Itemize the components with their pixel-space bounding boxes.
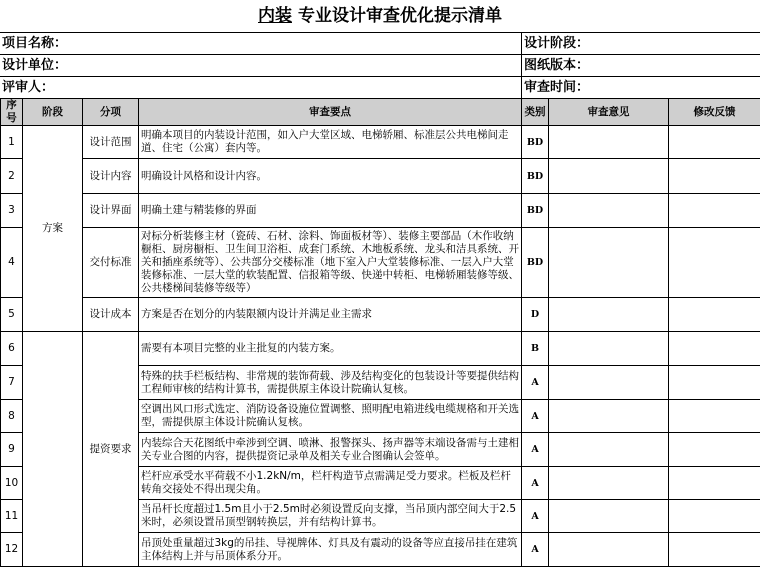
review-table — [0, 98, 760, 567]
row-no: 6 — [1, 332, 23, 366]
stage-cell-plan: 方案 — [23, 126, 83, 332]
row-category: A — [522, 433, 549, 467]
row-opinion-cell[interactable] — [549, 126, 669, 159]
table-row — [1, 126, 760, 159]
row-category: A — [522, 400, 549, 433]
row-category: A — [522, 467, 549, 500]
row-opinion-cell[interactable] — [549, 194, 669, 228]
row-feedback-cell[interactable] — [669, 332, 760, 366]
row-feedback-cell[interactable] — [669, 467, 760, 500]
table-row — [1, 228, 760, 298]
row-no: 9 — [1, 433, 23, 467]
header-item: 分项 — [83, 99, 139, 126]
row-category: BD — [522, 126, 549, 159]
design-stage-field[interactable]: 设计阶段： — [524, 36, 590, 51]
row-category: A — [522, 500, 549, 533]
row-no: 1 — [1, 126, 23, 159]
meta-row-1 — [0, 33, 760, 54]
design-unit-field[interactable]: 设计单位： — [0, 55, 522, 76]
row-requirement: 方案是否在划分的内装限额内设计并满足业主需求 — [139, 298, 522, 332]
row-requirement: 需要有本项目完整的业主批复的内装方案。 — [139, 332, 522, 366]
title-underlined: 内装 — [258, 6, 292, 26]
row-requirement: 明确本项目的内装设计范围，如入户大堂区域、电梯轿厢、标准层公共电梯间走道、住宅（公寓）套内等。 — [139, 126, 522, 159]
stage-cell-empty — [23, 332, 83, 567]
row-opinion-cell[interactable] — [549, 159, 669, 194]
table-row — [1, 332, 760, 366]
row-item: 设计成本 — [83, 298, 139, 332]
row-requirement: 内装综合天花图纸中牵涉到空调、喷淋、报警探头、扬声器等末端设备需与土建相关专业合图的内容，提供提资记录单及相关专业合图确认会签单。 — [139, 433, 522, 467]
header-points: 审查要点 — [139, 99, 522, 126]
row-opinion-cell[interactable] — [549, 228, 669, 298]
row-no: 11 — [1, 500, 23, 533]
row-no: 12 — [1, 533, 23, 567]
row-category: B — [522, 332, 549, 366]
row-requirement: 明确设计风格和设计内容。 — [139, 159, 522, 194]
row-item: 设计范围 — [83, 126, 139, 159]
row-opinion-cell[interactable] — [549, 533, 669, 567]
header-no: 序号 — [1, 99, 23, 126]
row-item: 交付标准 — [83, 228, 139, 298]
row-requirement: 吊顶处重量超过3kg的吊挂、导视牌体、灯具及有震动的设备等应直接吊挂在建筑主体结构上并与吊顶体系分开。 — [139, 533, 522, 567]
table-row — [1, 194, 760, 228]
header-category: 类别 — [522, 99, 549, 126]
item-cell-invest: 提资要求 — [83, 332, 139, 567]
row-feedback-cell[interactable] — [669, 126, 760, 159]
drawing-version-field[interactable]: 图纸版本： — [524, 58, 590, 73]
row-category: BD — [522, 159, 549, 194]
row-requirement: 当吊杆长度超过1.5m且小于2.5m时必须设置反向支撑，当吊顶内部空间大于2.5米时，必须设置吊顶型钢转换层，并有结构计算书。 — [139, 500, 522, 533]
row-feedback-cell[interactable] — [669, 366, 760, 400]
row-feedback-cell[interactable] — [669, 298, 760, 332]
project-name-field[interactable]: 项目名称： — [0, 33, 522, 54]
row-opinion-cell[interactable] — [549, 467, 669, 500]
header-feedback: 修改反馈 — [669, 99, 760, 126]
row-feedback-cell[interactable] — [669, 500, 760, 533]
table-row — [1, 159, 760, 194]
row-no: 7 — [1, 366, 23, 400]
meta-row-3 — [0, 77, 760, 98]
row-category: BD — [522, 228, 549, 298]
row-feedback-cell[interactable] — [669, 533, 760, 567]
row-requirement: 栏杆应承受水平荷载不小1.2kN/m，栏杆构造节点需满足受力要求。栏板及栏杆转角交接处不得出现尖角。 — [139, 467, 522, 500]
row-feedback-cell[interactable] — [669, 159, 760, 194]
header-stage: 阶段 — [23, 99, 83, 126]
reviewer-field[interactable]: 评审人： — [0, 77, 522, 98]
row-opinion-cell[interactable] — [549, 332, 669, 366]
row-opinion-cell[interactable] — [549, 400, 669, 433]
row-opinion-cell[interactable] — [549, 433, 669, 467]
row-no: 5 — [1, 298, 23, 332]
row-requirement: 空调出风口形式选定、消防设备设施位置调整、照明配电箱进线电缆规格和开关选型，需提供原主体设计院确认复核。 — [139, 400, 522, 433]
row-feedback-cell[interactable] — [669, 433, 760, 467]
row-feedback-cell[interactable] — [669, 194, 760, 228]
row-item: 设计内容 — [83, 159, 139, 194]
row-category: A — [522, 533, 549, 567]
row-no: 3 — [1, 194, 23, 228]
review-time-field[interactable]: 审查时间： — [524, 80, 590, 95]
row-category: D — [522, 298, 549, 332]
header-opinion: 审查意见 — [549, 99, 669, 126]
row-requirement: 明确土建与精装修的界面 — [139, 194, 522, 228]
row-feedback-cell[interactable] — [669, 228, 760, 298]
meta-row-2 — [0, 55, 760, 76]
row-category: BD — [522, 194, 549, 228]
row-no: 10 — [1, 467, 23, 500]
row-item: 设计界面 — [83, 194, 139, 228]
row-no: 2 — [1, 159, 23, 194]
table-header-row — [1, 99, 760, 126]
row-no: 4 — [1, 228, 23, 298]
page-title — [0, 0, 760, 32]
row-category: A — [522, 366, 549, 400]
row-requirement: 特殊的扶手栏板结构、非常规的装饰荷载、涉及结构变化的包装设计等要提供结构工程师审核的结构计算书，需提供原主体设计院确认复核。 — [139, 366, 522, 400]
table-row — [1, 298, 760, 332]
row-requirement: 对标分析装修主材（瓷砖、石材、涂料、饰面板材等）、装修主要部品（木作收纳橱柜、厨房橱柜、卫生间卫浴柜、成套门系统、木地板系统、龙头和洁具系统、开关和插座系统等）、公共部分交楼标准（地下室入户大堂装修标准、一层入户大堂装修标准、一层大堂的软装配置、信报箱等级、快递中转柜、电梯轿厢装修等级、公共楼梯间装修等级等） — [139, 228, 522, 298]
row-feedback-cell[interactable] — [669, 400, 760, 433]
row-opinion-cell[interactable] — [549, 500, 669, 533]
row-opinion-cell[interactable] — [549, 298, 669, 332]
title-rest: 专业设计审查优化提示清单 — [298, 6, 502, 26]
row-opinion-cell[interactable] — [549, 366, 669, 400]
row-no: 8 — [1, 400, 23, 433]
